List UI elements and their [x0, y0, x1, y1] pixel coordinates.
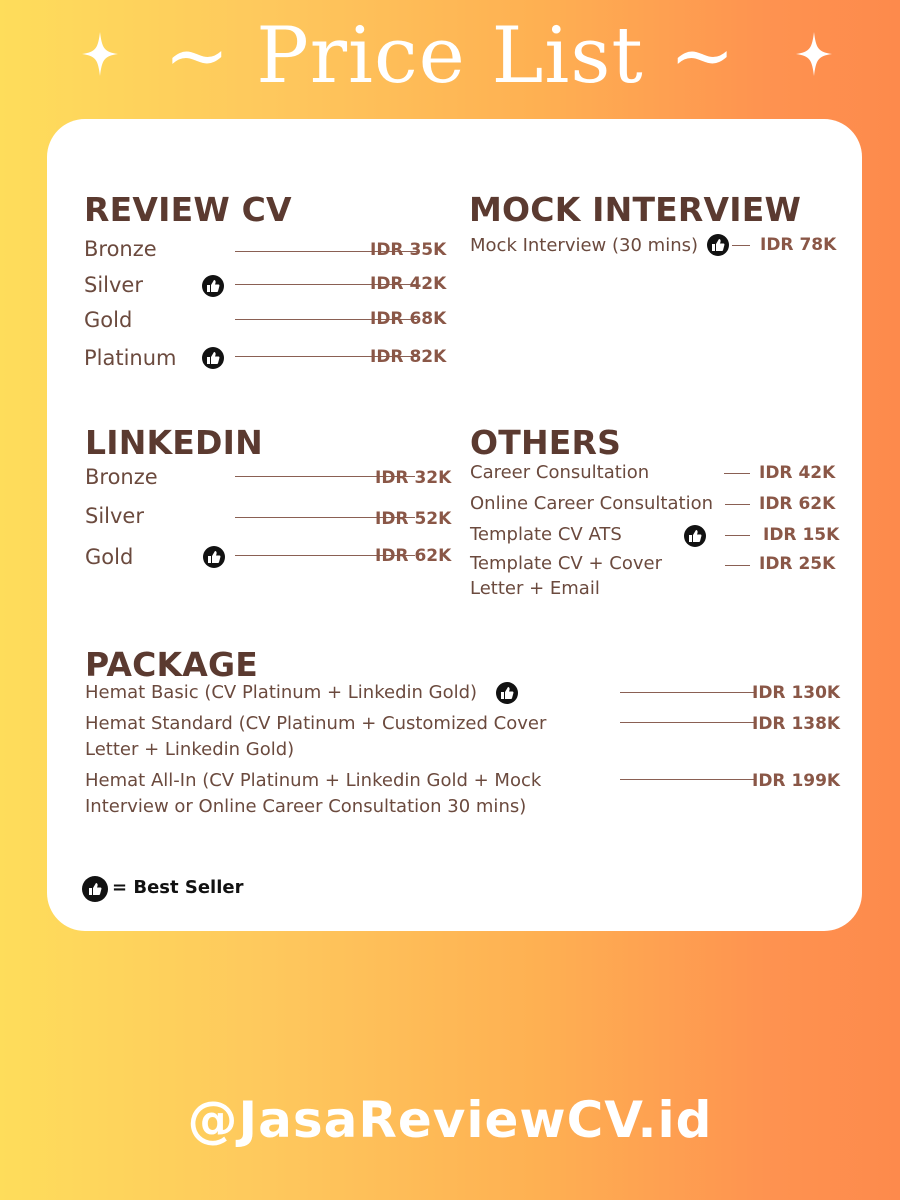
leader-line [725, 565, 750, 566]
review-cv-item-price: IDR 82K [370, 347, 447, 367]
thumbs-up-icon [203, 546, 225, 568]
section-heading-linkedin: LINKEDIN [85, 423, 263, 462]
linkedin-item-price: IDR 62K [375, 546, 452, 566]
mock-interview-item-price: IDR 78K [760, 235, 837, 255]
linkedin-item-name: Silver [85, 504, 144, 528]
others-item-price: IDR 42K [759, 463, 836, 483]
legend-best-seller: = Best Seller [112, 877, 244, 898]
thumbs-up-icon [496, 682, 518, 704]
leader-line [620, 779, 755, 780]
others-item-price: IDR 25K [759, 554, 836, 574]
others-item-name-line1: Template CV + Cover [470, 553, 662, 574]
review-cv-item-name: Bronze [84, 237, 157, 261]
section-heading-package: PACKAGE [85, 645, 259, 684]
leader-line [725, 504, 750, 505]
review-cv-item-name: Silver [84, 273, 143, 297]
others-item-price: IDR 15K [763, 525, 840, 545]
package-item-name-line2: Interview or Online Career Consultation 30 mins) [85, 796, 527, 817]
section-heading-others: OTHERS [470, 423, 622, 462]
package-item-name-line1: Hemat Standard (CV Platinum + Customized Cover [85, 713, 547, 734]
section-heading-review-cv: REVIEW CV [84, 190, 292, 229]
others-item-price: IDR 62K [759, 494, 836, 514]
leader-line [732, 245, 750, 246]
page-title: ~ Price List ~ [164, 11, 736, 101]
others-item-name: Online Career Consultation [470, 493, 713, 514]
leader-line [620, 722, 755, 723]
others-item-name: Template CV ATS [470, 524, 622, 545]
price-card [47, 119, 862, 931]
linkedin-item-name: Bronze [85, 465, 158, 489]
package-item-price: IDR 199K [752, 771, 841, 791]
linkedin-item-name: Gold [85, 545, 134, 569]
linkedin-item-price: IDR 52K [375, 509, 452, 529]
others-item-name-line2: Letter + Email [470, 578, 600, 599]
thumbs-up-icon [82, 876, 108, 902]
sparkle-icon [794, 30, 834, 78]
package-item-name: Hemat Basic (CV Platinum + Linkedin Gold) [85, 682, 478, 703]
leader-line [620, 692, 755, 693]
others-item-name: Career Consultation [470, 462, 650, 483]
package-item-price: IDR 130K [752, 683, 841, 703]
package-item-name-line2: Letter + Linkedin Gold) [85, 739, 295, 760]
thumbs-up-icon [202, 347, 224, 369]
review-cv-item-price: IDR 68K [370, 309, 447, 329]
thumbs-up-icon [684, 525, 706, 547]
package-item-name-line1: Hemat All-In (CV Platinum + Linkedin Gold + Mock [85, 770, 542, 791]
thumbs-up-icon [202, 275, 224, 297]
leader-line [725, 535, 750, 536]
package-item-price: IDR 138K [752, 714, 841, 734]
leader-line [724, 473, 750, 474]
review-cv-item-name: Platinum [84, 346, 177, 370]
section-heading-mock-interview: MOCK INTERVIEW [469, 190, 802, 229]
linkedin-item-price: IDR 32K [375, 468, 452, 488]
review-cv-item-name: Gold [84, 308, 133, 332]
review-cv-item-price: IDR 42K [370, 274, 447, 294]
thumbs-up-icon [707, 234, 729, 256]
mock-interview-item-name: Mock Interview (30 mins) [470, 235, 698, 256]
footer-handle: @JasaReviewCV.id [187, 1091, 713, 1149]
review-cv-item-price: IDR 35K [370, 240, 447, 260]
